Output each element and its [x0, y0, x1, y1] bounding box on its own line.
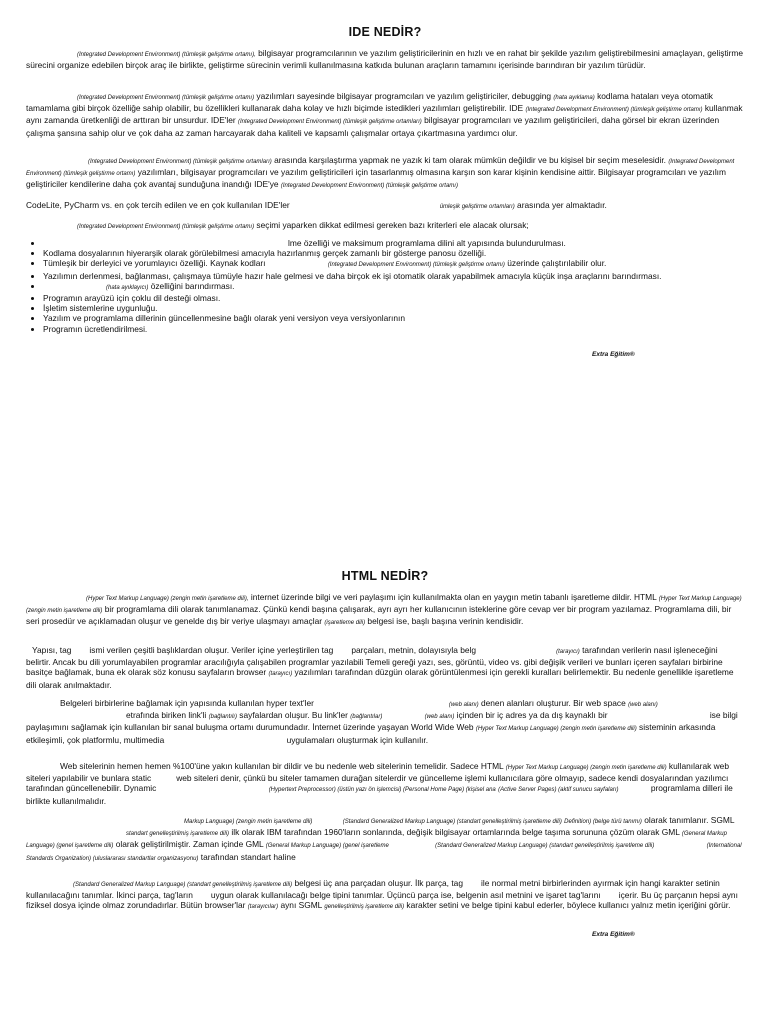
ide-paragraph-4: CodeLite, PyCharm vs. en çok tercih edilen ve en çok kullanılan IDE'ler ümleşik geliştirme ortamları) arasında yer almaktadır.	[26, 200, 607, 210]
html-paragraph-1: (Hyper Text Markup Language) (zengin metin işaretleme dili), internet üzerinde bilgi ve veri paylaşımı için kullanılmakta olan en yaygın metin tabanlı işaretleme dildir. HTML (Hyper Text Markup Language) (zengin metin işaretleme dili) bir programlama dili olarak tanımlanamaz. Çünkü kendi başına çalışarak, ayrı ayrı her kullanıcının isteklerine göre cevap ver bir program yazılamaz. Programlama dili, bir seri prosedür ve açıklamadan oluşur ve genelde dış bir veriye ulaşmayı amaçlar (işaretleme dili) belgesi ise, başlı başına verinin kendisidir.	[26, 592, 742, 627]
list-item: • İşletim sistemlerine uygunluğu.	[43, 303, 744, 313]
ide-criteria-list	[26, 238, 744, 334]
html-paragraph-6: (Standard Generalized Markup Language) (standart genelleştirilmiş işaretleme dili) belgesi üç ana parçadan oluşur. İlk parça, tag ile normal metni birbirlerinden ayırmak için hangi karakter setinin kullanılacağını tanımlar. İkinci parça, tag'ların uygun olarak kullanılacağı belge tipini tanımlar. Üçüncü parça ise, belgenin asıl metnini ve işaret tag'larını içerir. Bu üç parçanın hepsi aynı fiziksel dosya içinde olmaz zorundadırlar. Bütün browser'lar (tarayıcılar) aynı SGML genelleştirilmiş işaretleme dili) karakter setini ve belge tipini kabul ederler, böylece kullanıcı yalnız metin içeriğini görür.	[26, 878, 738, 911]
ide-paragraph-2: (Integrated Development Environment) (tümleşik geliştirme ortamı) yazılımları sayesinde bilgisayar programcıları ve yazılım geliştiriciler, debugging (hata ayıklama) kodlama hataları veya otomatik tamamlama gibi birçok özelliğe sahip olabilir, bu özellikleri kullanarak daha kolay ve hızlı biçimde istedikleri yazılımları geliştirebilir. IDE (Integrated Development Environment) (tümleşik geliştirme ortamı) kullanmak aynı zamanda üretkenliği de arttıran bir unsurdur. IDE'ler (Integrated Development Environment) (tümleşik geliştirme ortamları) bilgisayar programcıları ve yazılım geliştiricileri, daha görsel bir ekran üzerinden çalışma şansına sahip olur ve çok daha az zaman harcayarak daha kaliteli ve kapsamlı çalışmalar ortaya çıkartmasına yardımcı olur.	[26, 91, 743, 138]
list-item: • lme özelliği ve maksimum programlama dilini alt yapısında bulundurulması.	[43, 238, 744, 248]
html-paragraph-3: Belgeleri birbirlerine bağlamak için yapısında kullanılan hyper text'ler (web alanı) denen alanları oluşturur. Bir web space (web alanı) etrafında biriken link'li (bağlantılı) sayfalardan oluşur. Bu link'ler (bağlantılar) (web alanı) içinden bir iç adres ya da dış kaynaklı bir ise bilgi paylaşımını sağlamak için kullanılan bir sanal buluşma ortamı durumundadır. İnternet üzerinde yaşayan World Wide Web (Hyper Text Markup Language) (zengin metin işaretleme dili) sisteminin arkasında etkileşimli, çok platformlu, multimedia uygulamaları oluşturmak için kullanılır.	[26, 698, 738, 745]
list-item: • (hata ayıklayıcı) özelliğini barındırması.	[43, 281, 744, 293]
list-item: • Yazılımın derlenmesi, bağlanması, çalışmaya tümüyle hazır hale gelmesi ve daha birçok ek işi otomatik olarak yapabilmek amacıyla küçük inşa araçlarını barındırması.	[43, 271, 744, 281]
html-paragraph-5: Markup Language) (zengin metin işaretleme dili) (Standard Generalized Markup Language) (standart genelleştirilmiş işaretleme dili) Definition) (belge türü tanımı) olarak tanımlanır. SGML standart genelleştirilmiş işaretleme dili) ilk olarak IBM tarafından 1960'ların sonlarında, değişik bilgisayar ortamlarında belge taşıma sorununa çözüm olarak GML (General Markup Language) (genel işaretleme dili) olarak geliştirilmiştir. Zaman içinde GML (General Markup Language) (genel işaretleme (Standard Generalized Markup Language) (standart genelleştirilmiş işaretleme dili) (International Standards Organization) (uluslararası standartlar organizasyonu) tarafından standart haline	[26, 815, 742, 862]
list-item: • Tümleşik bir derleyici ve yorumlayıcı özelliği. Kaynak kodları (Integrated Development Environment) (tümleşik geliştirme ortamı) üzerinde çalıştırılabilir olur.	[43, 258, 744, 270]
html-paragraph-4: Web sitelerinin hemen hemen %100'üne yakın kullanılan bir dildir ve bu nedenle web sitelerinin temelidir. Sadece HTML (Hyper Text Markup Language) (zengin metin işaretleme dili) kullanılarak web siteleri yapılabilir ve bunlara static web siteleri denir, çünkü bu siteler tamamen durağan sitelerdir ve güncelleme işlemi kullanıcılara göre olmayıp, sadece kendi dosyalarından yazılımcı tarafından güncellenebilir. Dynamic (Hypertext Preprocessor) (üstün yazı ön işlemcisi) (Personal Home Page) (kişisel ana (Active Server Pages) (aktif sunucu sayfaları) programlama dilleri ile birlikte kullanılmalıdır.	[26, 761, 733, 806]
html-section-title: HTML NEDİR?	[341, 569, 429, 583]
list-item: • Kodlama dosyalarının hiyerarşik olarak görülebilmesi amacıyla hazırlanmış gerçek zamanlı bir gösterge panosu özelliği.	[43, 248, 744, 258]
list-item: • Programın ücretlendirilmesi.	[43, 324, 744, 334]
ide-paragraph-5: (Integrated Development Environment) (tümleşik geliştirme ortamı) seçimi yaparken dikkat edilmesi gereken bazı kriterleri ele alacak olursak;	[77, 220, 529, 230]
html-paragraph-2: Yapısı, tag ismi verilen çeşitli başlıklardan oluşur. Veriler içine yerleştirilen tag parçaları, metnin, dolayısıyla belg (tarayıcı) tarafından verilerin nasıl işleneceğini belirtir. Ancak bu dili yorumlayabilen programlar aracılığıyla çalışabilen programlar yazılabili Temeli gereği yazı, ses, görüntü, video vs. gibi değişik verileri ve bunları içeren sayfaları birbirine basitçe bağlamak, buna ek olarak söz konusu sayfaların browser (tarayıcı) yazılımları tarafından düzgün olarak görüntülenmesi için gerekli kuralları belirlemektir. Bu nedenle genellikle işaretleme dili olarak anılmaktadır.	[26, 645, 734, 690]
ide-signature: Extra Eğitim®	[592, 351, 635, 358]
list-item: • Programın arayüzü için çoklu dil desteği olması.	[43, 293, 744, 303]
ide-paragraph-1: (Integrated Development Environment) (tümleşik geliştirme ortamı), bilgisayar programcılarının ve yazılım geliştiricilerinin en hızlı ve en rahat bir şekilde yazılım geliştirebilmesini amaçlayan, geliştirme sürecini organize edebilen birçok araç ile birlikte, geliştirme sürecinin verimli kullanılmasına katkıda bulunan araçların tamamını içerisinde barındıran bir yazılım türüdür.	[26, 48, 744, 71]
html-signature: Extra Eğitim®	[592, 931, 635, 938]
list-item: • Yazılım ve programlama dillerinin güncellenmesine bağlı olarak yeni versiyon veya versiyonlarının	[43, 313, 744, 323]
ide-paragraph-3: (Integrated Development Environment) (tümleşik geliştirme ortamları) arasında karşılaştırma yapmak ne yazık ki tam olarak mümkün değildir ve bu kişisel bir seçim meselesidir. (Integrated Development Environment) (tümleşik geliştirme ortamı) yazılımları, bilgisayar programcıları ve yazılım geliştiricileri için tasarlanmış olmasına karşın son karar kişinin kendisine aittir. Bilgisayar programcıları ve yazılım geliştiriciler kendilerine daha çok avantaj sunduğuna inandığı IDE'ye (Integrated Development Environment) (tümleşik geliştirme ortamı)	[26, 155, 735, 190]
ide-section-title: IDE NEDİR?	[348, 25, 422, 39]
